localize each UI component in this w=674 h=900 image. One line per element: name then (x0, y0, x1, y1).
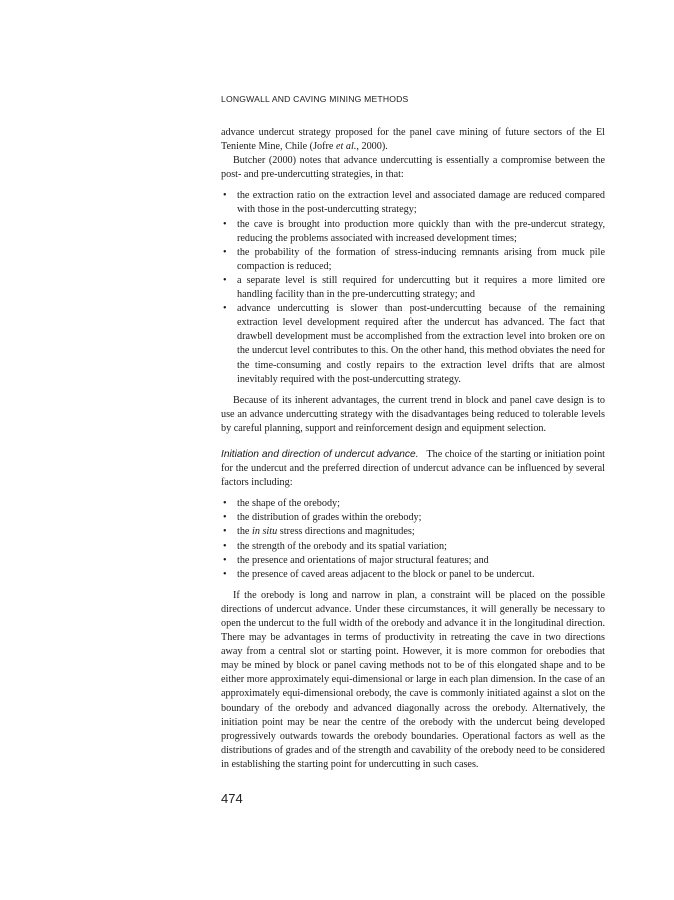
list-item: • advance undercutting is slower than post-undercutting because of the remaining extraction level development required after the undercut has advanced. The fact that drawbell development must be accomplished from the extraction level into broken ore on the undercut level contributes to this. On the other hand, this method obviates the need for the time-consuming and costly repairs to the extraction level drifts that are almost inevitably required with the post-undercutting strategy. (223, 303, 605, 385)
paragraph-current-trend: Because of its inherent advantages, the current trend in block and panel cave design is to use an advance undercutting strategy with the disadvantages being reduced to tolerable levels by careful planning, support and reinforcement design and equipment selection. (221, 394, 605, 434)
list-item: • the extraction ratio on the extraction level and associated damage are reduced compared with those in the post-undercutting strategy; (223, 190, 605, 216)
paragraph-butcher: Butcher (2000) notes that advance undercutting is essentially a compromise between the post- and pre-undercutting strategies, in that: (221, 155, 605, 181)
page-number: 474 (221, 791, 243, 806)
factors-list (221, 497, 605, 582)
paragraph-continuation: advance undercut strategy proposed for the panel cave mining of future sectors of the El Teniente Mine, Chile (Jofre et al., 2000). (221, 127, 605, 153)
list-item: • the distribution of grades within the orebody; (223, 512, 422, 524)
list-item: • the shape of the orebody; (223, 498, 340, 510)
section-spacer (221, 436, 605, 448)
list-item: • the strength of the orebody and its spatial variation; (223, 540, 447, 552)
list-item: • the probability of the formation of stress-inducing remnants arising from muck pile compaction is reduced; (223, 246, 605, 272)
section-heading: Initiation and direction of undercut advance. (221, 448, 419, 460)
list-item: • the presence of caved areas adjacent to the block or panel to be undercut. (223, 568, 535, 580)
advance-undercut-list (221, 189, 605, 386)
section-initiation: Initiation and direction of undercut advance. The choice of the starting or initiation point for the undercut and the preferred direction of undercut advance can be influenced by several factors including: (221, 448, 606, 489)
paragraph-orebody-shape: If the orebody is long and narrow in plan, a constraint will be placed on the possible directions of undercut advance. Under these circumstances, it will generally be necessary to open the undercut to the full width of the orebody and advance it in the longitudinal direction. There may be advantages in terms of productivity in retreating the cave in two directions away from a central slot or starting point. However, it is more common for orebodies that may be mined by block or panel caving methods not to be of this elongated shape and to be either more approximately equi-dimensional or large in each plan dimension. In the case of an approximately equi-dimensional orebody, the cave is commonly initiated against a slot on the boundary of the orebody and advanced diagonally across the orebody. Alternatively, the initiation point may be near the centre of the orebody with the undercut being developed progressively outwards towards the orebody boundaries. Operational factors as well as the distributions of grades and of the strength and cavability of the orebody need to be considered in establishing the starting point for undercutting in such cases. (221, 589, 605, 770)
list-item: • a separate level is still required for undercutting but it requires a more limited ore handling facility than in the pre-undercutting strategy; and (223, 274, 605, 301)
page-body (221, 126, 605, 772)
list-item: • the cave is brought into production more quickly than with the pre-undercut strategy, reducing the problems associated with increased development times; (223, 218, 605, 244)
running-header: LONGWALL AND CAVING MINING METHODS (221, 94, 409, 104)
list-item: • the presence and orientations of major structural features; and (223, 554, 489, 566)
list-item: • the in situ stress directions and magnitudes; (223, 526, 415, 538)
